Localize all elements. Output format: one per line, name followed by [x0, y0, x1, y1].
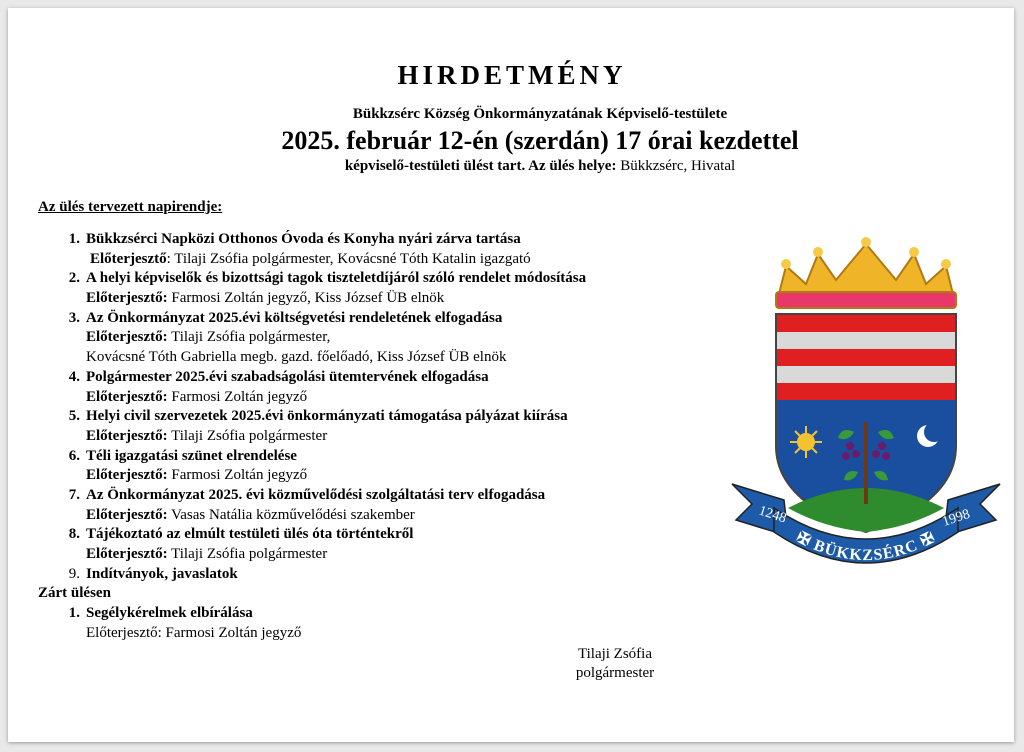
- agenda-item: [38, 447, 698, 467]
- coat-of-arms: [728, 236, 1004, 576]
- item-title: Segélykérelmek elbírálása: [86, 605, 253, 622]
- item-presenter: [38, 506, 698, 526]
- signature-name: Tilaji Zsófia: [577, 646, 653, 662]
- meeting-place-line: [0, 158, 1024, 175]
- presenter-label: Előterjesztő: [90, 250, 167, 267]
- item-presenter: [38, 624, 698, 644]
- presenter-label: Előterjesztő:: [86, 388, 168, 405]
- presenter-label: Előterjesztő:: [86, 329, 168, 346]
- item-presenter: [38, 388, 698, 408]
- presenter-text: Előterjesztő: Farmosi Zoltán jegyző: [86, 624, 302, 641]
- item-presenter: [38, 328, 698, 348]
- item-presenter-continued: [38, 348, 698, 368]
- presenter-label: Előterjesztő:: [86, 427, 168, 444]
- presenter-label: Előterjesztő:: [86, 506, 168, 523]
- agenda-heading: Az ülés tervezett napirendje:: [38, 199, 223, 215]
- presenter-label: Előterjesztő:: [86, 546, 168, 562]
- item-title: A helyi képviselők és bizottsági tagok tiszteletdíjáról szóló rendelet módosítása: [86, 270, 587, 287]
- item-number: 6.: [68, 447, 80, 464]
- agenda-item: [38, 309, 698, 329]
- presenter-label: Előterjesztő:: [86, 467, 168, 484]
- presenter-text: Tilaji Zsófia polgármester: [167, 427, 328, 444]
- item-title: Helyi civil szervezetek 2025.évi önkormányzati támogatása pályázat kiírása: [86, 408, 568, 425]
- meeting-prefix: képviselő-testületi ülést tart. Az ülés helye:: [344, 158, 617, 174]
- year-right: 1998: [940, 506, 972, 530]
- agenda-item: [38, 565, 698, 585]
- item-title: Bükkzsérci Napközi Otthonos Óvoda és Konyha nyári zárva tartása: [86, 231, 521, 247]
- agenda-item: [38, 269, 698, 289]
- item-number: 4.: [68, 368, 80, 385]
- agenda-item: [38, 407, 698, 427]
- closed-session-row: [38, 584, 698, 604]
- item-number: 7.: [68, 486, 80, 503]
- shield: [776, 314, 956, 532]
- presenter-label: Előterjesztő:: [86, 290, 168, 307]
- agenda-item: [38, 486, 698, 506]
- presenter-text: Farmosi Zoltán jegyző, Kiss József ÜB elnök: [167, 290, 445, 307]
- closed-item: [38, 604, 698, 624]
- presenter-text: Tilaji Zsófia polgármester,: [167, 329, 331, 346]
- item-number: 1.: [68, 231, 80, 247]
- agenda-item: [38, 368, 698, 388]
- signature-role: polgármester: [575, 665, 655, 681]
- presenter-text: Vasas Natália közművelődési szakember: [167, 506, 415, 523]
- item-presenter: [38, 250, 698, 270]
- item-presenter: [38, 466, 698, 486]
- item-title: Az Önkormányzat 2025.évi költségvetési rendeletének elfogadása: [86, 309, 503, 326]
- item-number: 5.: [68, 408, 80, 425]
- item-number: 2.: [68, 270, 80, 287]
- page-title: HIRDETMÉNY: [397, 60, 627, 90]
- closed-session-heading: Zárt ülésen: [38, 585, 111, 602]
- issuer-line: Bükkzsérc Község Önkormányzatának Képviselő-testülete: [352, 106, 728, 122]
- agenda-item: [38, 525, 698, 545]
- item-number: 3.: [68, 309, 80, 326]
- item-presenter: [38, 545, 698, 565]
- item-number: 1.: [68, 605, 80, 622]
- item-number: 8.: [68, 526, 80, 543]
- agenda-list: [38, 230, 698, 643]
- meeting-place: Bükkzsérc, Hivatal: [620, 158, 736, 174]
- item-presenter: [38, 427, 698, 447]
- item-title: Az Önkormányzat 2025. évi közművelődési szolgáltatási terv elfogadása: [86, 486, 546, 503]
- item-presenter: [38, 289, 698, 309]
- item-title: Tájékoztató az elmúlt testületi ülés óta történtekről: [86, 526, 414, 543]
- item-title: Téli igazgatási szünet elrendelése: [86, 447, 297, 464]
- item-title: Indítványok, javaslatok: [86, 565, 238, 582]
- year-left: 1248: [756, 503, 789, 527]
- presenter-continued-text: Kovácsné Tóth Gabriella megb. gazd. főelőadó, Kiss József ÜB elnök: [86, 349, 507, 366]
- crown-icon: [776, 237, 956, 308]
- date-line: 2025. február 12-én (szerdán) 17 órai kezdettel: [281, 126, 799, 155]
- presenter-text: : Tilaji Zsófia polgármester, Kovácsné Tóth Katalin igazgató: [166, 250, 531, 267]
- presenter-text: Farmosi Zoltán jegyző: [167, 388, 308, 405]
- item-title: Polgármester 2025.évi szabadságolási ütemtervének elfogadása: [86, 368, 489, 385]
- presenter-text: Tilaji Zsófia polgármester: [167, 546, 328, 562]
- signature-block: [520, 645, 710, 683]
- banner-text: ✠ BÜKKZSÉRC ✠: [793, 528, 939, 565]
- item-number: 9.: [68, 565, 80, 582]
- presenter-text: Farmosi Zoltán jegyző: [167, 467, 308, 484]
- agenda-item: [38, 230, 698, 250]
